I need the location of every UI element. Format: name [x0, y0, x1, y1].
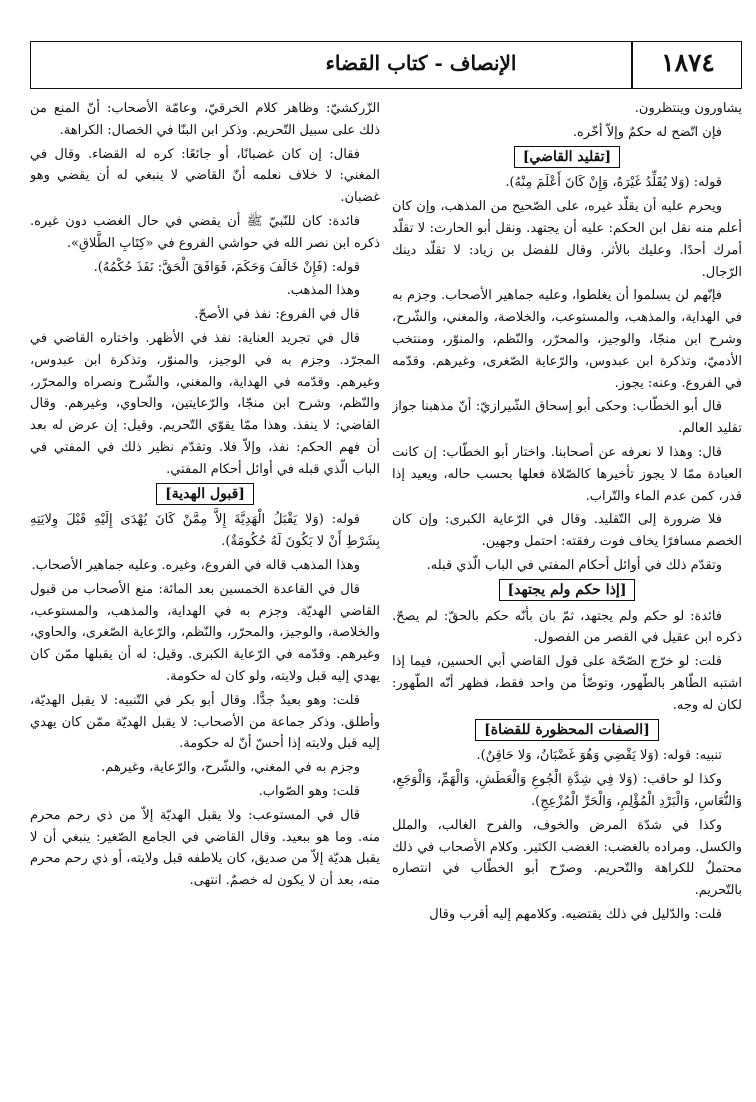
paragraph: فائدة: لو حكم ولم يجتهد، ثمّ بان بأنّه حكم بالحقّ: لم يصحّ. ذكره ابن عقيل في القصر من الفصول.: [392, 608, 742, 646]
section-heading-text: [تقليد القاضي]: [514, 146, 620, 168]
paragraph: قوله: (وَلا يَقْبَلُ الْهَدِيَّةَ إِلاَّ مِمَّنْ كَانَ يُهْدَى إِلَيْهِ قَبْلَ وِلايَتِهِ بِشَرْطِ أَنْ لا يَكُونَ لَهُ حُكُومَةٌ).: [30, 512, 380, 550]
section-heading: [392, 579, 742, 602]
paragraph: الزّركشيّ: وظاهر كلام الخرقيّ، وعامّة الأصحاب: أنّ المنع من ذلك على سبيل التّحريم. وذكر ابن البنّا في الخصال: الكراهة.: [30, 101, 380, 138]
paragraph: وكذا في شدّة المرض والخوف، والفرح الغالب، والملل والكسل. ومراده بالغضب: الغضب الكثير. وكلام الأصحاب في ذلك محتملٌ للكراهة والتّحريم. وصرّح أبو الخطّاب في انتصاره بالتّحريم.: [392, 817, 742, 899]
paragraph: قال: وهذا لا نعرفه عن أصحابنا. واختار أبو الخطّاب: إن كانت العبادة ممّا لا يجوز تأخيرها كالصّلاة فعلها بحسب حاله، ويعيد إذا قدر، كمن عدم الماء والتّراب.: [392, 444, 742, 504]
paragraph: ويحرم عليه أن يقلّد غيره، على الصّحيح من المذهب، وإن كان أعلم منه نقل ابن الحكم: عليه أن يجتهد. ونقل أبو الحارث: لا تقلّد أمرك أحدًا. وعليك بالأثر. وقال للفضل بن زياد: لا تقلّد دينك الرّجال.: [392, 199, 742, 280]
section-heading: [392, 146, 742, 169]
left-column: [30, 98, 380, 1088]
section-heading-text: [قبول الهدية]: [156, 483, 254, 505]
paragraph: قال في القاعدة الخمسين بعد المائة: منع الأصحاب من قبول القاضي الهديّة. وجزم به في الهداية، والمذهب، والمستوعب، والخلاصة، والوجيز، والمحرّر، والنّظم، والرّعاية الصّغرى، والحاوي، وغيرهم. وقدّمه في الرّعاية الكبرى. وقيل: له أن يقبلها ممّن كان يهدي إليه قبل ولايته، ولو كان له حكومة.: [30, 581, 380, 684]
paragraph: فلا ضرورة إلى التّقليد. وقال في الرّعاية الكبرى: وإن كان الخصم مسافرًا يخاف فوت رفقته: احتمل وجهين.: [392, 512, 742, 550]
paragraph: يشاورون وينتظرون.: [634, 101, 742, 116]
paragraph: وهذا المذهب.: [286, 283, 360, 299]
paragraph: وكذا لو حاقب: (وَلا فِي شِدَّةِ الْجُوعِ وَالْعَطَشِ، وَالْهَمِّ، وَالْوَجَعِ، وَالنُّعَاسِ، وَالْبَرْدِ الْمُؤْلِمِ، وَالْحَرِّ الْمُزْعِجِ).: [392, 772, 742, 809]
paragraph: قوله: (فَإِنْ خَالَفَ وَحَكَمَ، فَوَافَقَ الْحَقَّ: نَفَذَ حُكْمُهُ).: [93, 259, 360, 275]
paragraph: فائدة: كان للنّبيّ ﷺ أن يقضي في حال الغضب دون غيره. ذكره ابن نصر الله في حواشي الفروع في «كِتَابِ الطَّلاقِ».: [30, 213, 380, 251]
paragraph: قلت: وهو بعيدٌ جدًّا. وقال أبو بكر في التّنبيه: لا يقبل الهديّة، وأطلق. وذكر جماعة من الأصحاب: لا يقبل الهديّة ممّن كان يهدي إليه قبل ولايته إذا أحسّ أنّ له حكومة.: [30, 692, 380, 752]
page-number: ١٨٧٤: [661, 48, 715, 77]
running-title: الإنصاف - كتاب القضاء: [325, 51, 517, 75]
section-heading: [30, 483, 380, 506]
paragraph: قال في المستوعب: ولا يقبل الهديّة إلاّ من ذي رحم محرم منه. وما هو ببعيد. وقال القاضي في الجامع الصّغير: ينبغي أن لا يقبل هديّة إلاّ من صديق، كان يلاطفه قبل ولايته، أو ذي رحم محرم منه، بعد أن لا يكون له خصمٌ. انتهى.: [30, 807, 380, 889]
paragraph: وهذا المذهب قاله في الفروع، وغيره. وعليه جماهير الأصحاب.: [31, 557, 360, 573]
section-heading: [392, 719, 742, 742]
paragraph: قال في الفروع: نفذ في الأصحّ.: [194, 307, 360, 323]
paragraph: فقال: إن كان غضبانًا، أو جائعًا: كره له القضاء. وقال في المغني: لا خلاف نعلمه أنّ القاضي لا ينبغي له أن يقضي وهو غضبان.: [30, 146, 380, 206]
paragraph: قوله: (وَلا يُقَلِّدُ غَيْرَهُ، وَإِنْ كَانَ أَعْلَمَ مِنْهُ).: [505, 175, 722, 191]
section-heading-text: [إذا حكم ولم يجتهد]: [499, 579, 636, 601]
page-header: [30, 41, 742, 89]
paragraph: قلت: والدّليل في ذلك يقتضيه. وكلامهم إليه أقرب وقال: [429, 906, 722, 922]
paragraph: وتقدّم ذلك في أوائل أحكام المفتي في الباب الّذي قبله.: [426, 557, 722, 573]
paragraph: قلت: وهو الصّواب.: [258, 783, 360, 799]
paragraph: قال أبو الخطّاب: وحكى أبو إسحاق الشّيرازيّ: أنّ مذهبنا جواز تقليد العالم.: [392, 399, 742, 437]
section-heading-text: [الصفات المحظورة للقضاة]: [475, 719, 659, 741]
paragraph: فإنّهم لن يسلموا أن يغلطوا، وعليه جماهير الأصحاب. وجزم به في الهداية، والمذهب، والمستوعب، والخلاصة، والمغني، والشّرح، وشرح ابن منجّا، والوجيز، والمحرّر، والنّظم، والمنوّر، ومنتخب الأدميّ، وتذكرة ابن عبدوس، والرّعاية الصّغرى، وغيرهم. وقدّمه في الفروع. وعنه: يجوز.: [392, 288, 742, 391]
paragraph: قال في تجريد العناية: نفذ في الأظهر. واختاره القاضي في المجرّد. وجزم به في الوجيز، والمنوّر، وتذكرة ابن عبدوس، وغيرهم. وقدّمه في الهداية، والمغني، والشّرح ونصراه والمحرّر، والنّظم، وشرح ابن منجّا، والرّعايتين، والحاوي، وغيرهم. وقال القاضي: لا ينفذ. وهذا ممّا يقوّي التّحريم. وقيل: إن عرض له بعد أن فهم الحكم: نفذ، وإلاّ فلا. وتقدّم نظير ذلك في المفتي في الباب الّذي قبله في أوائل أحكام المفتي.: [30, 330, 380, 477]
right-column: [392, 98, 742, 1088]
header-divider: [631, 42, 633, 88]
paragraph: تنبيه: قوله: (وَلا يَقْضِي وَهُوَ غَضْبَانُ، وَلا حَاقِنٌ).: [476, 748, 722, 764]
paragraph: فإن اتّضح له حكمٌ وإلاّ أخّره.: [572, 124, 722, 140]
paragraph: وجزم به في المغني، والشّرح، والرّعاية، وغيرهم.: [101, 760, 360, 776]
paragraph: قلت: لو خرّج الصّحّة على قول القاضي أبي الحسين، فيما إذا اشتبه الطّاهر بالطّهور، وتوضّأ من واحد فقط، فظهر أنّه الطّهور: لكان له وجه.: [392, 654, 742, 713]
